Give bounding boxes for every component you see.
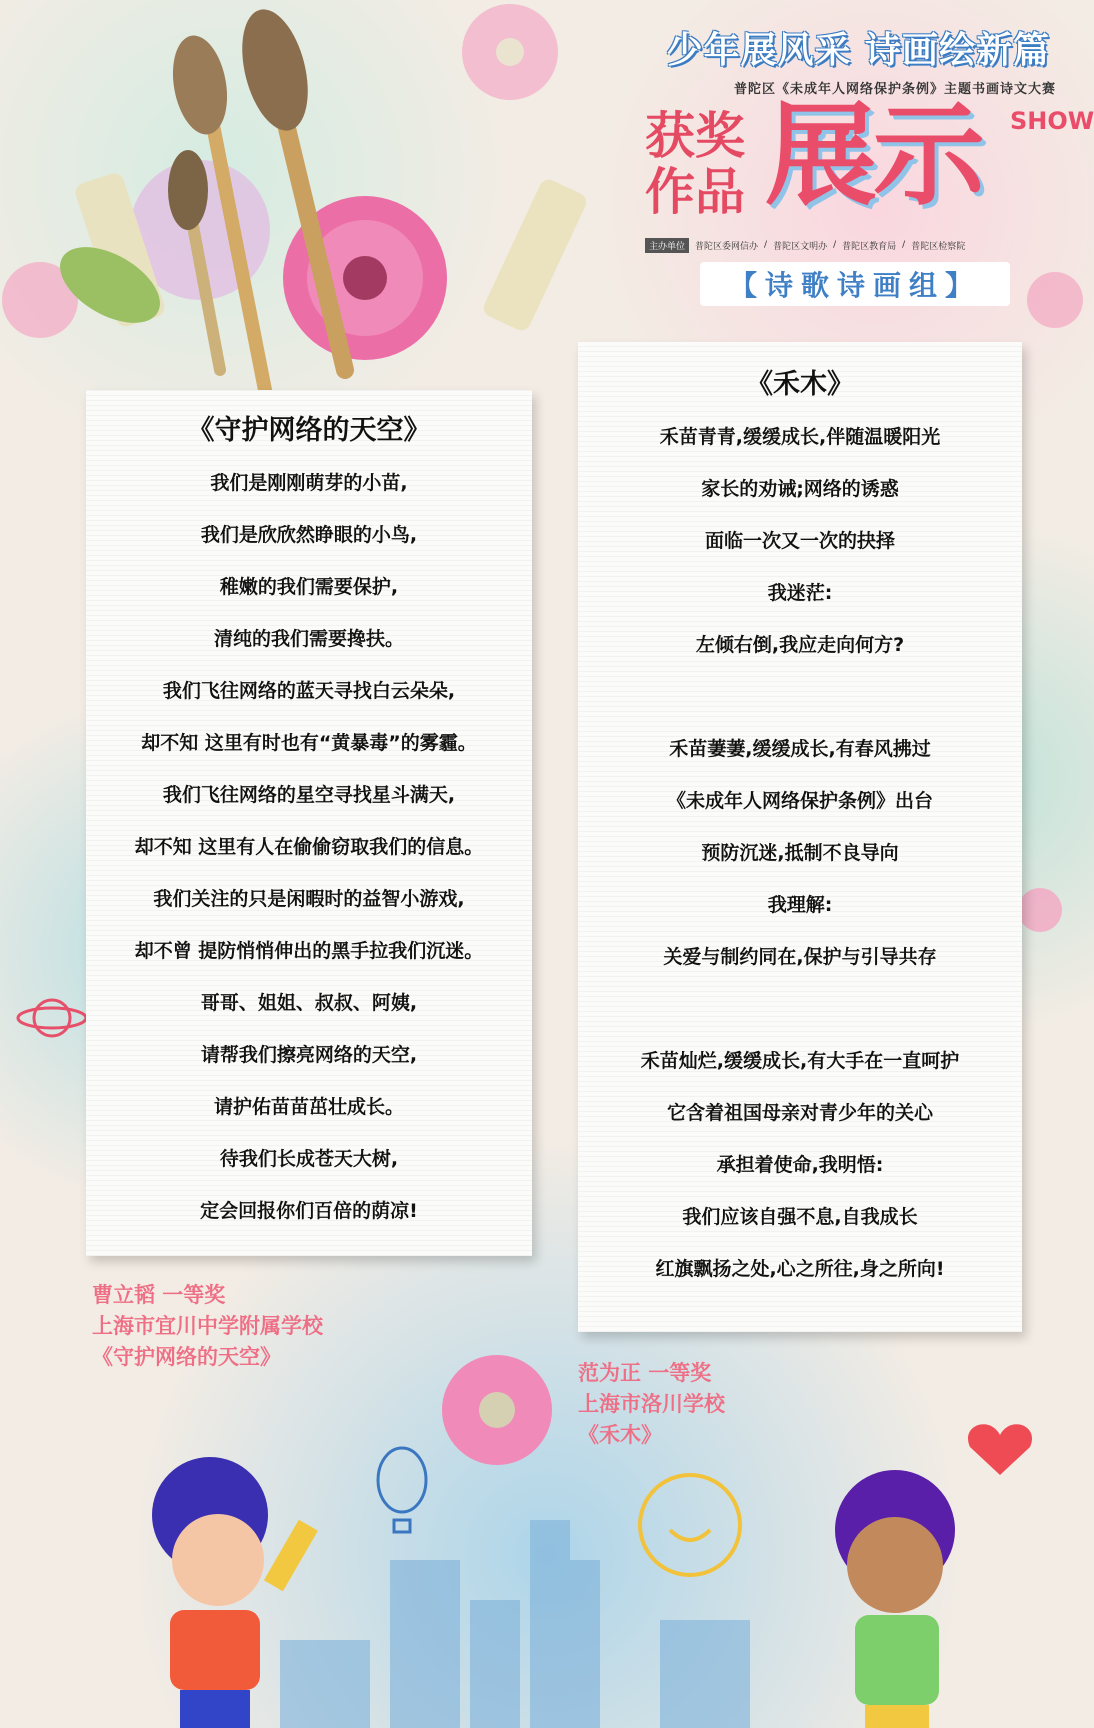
group-label: 【诗歌诗画组】: [700, 262, 1010, 306]
poem-line: 它含着祖国母亲对青少年的关心: [666, 1102, 933, 1124]
poem-line: 禾苗灿烂,缓缓成长,有大手在一直呵护: [640, 1050, 960, 1072]
city-skyline: [280, 1520, 750, 1728]
poem-line: 哥哥、姐姐、叔叔、阿姨,: [200, 992, 418, 1014]
poem-line: 我们飞往网络的蓝天寻找白云朵朵,: [162, 680, 456, 702]
poem-line: 面临一次又一次的抉择: [704, 530, 895, 552]
contest-title: 普陀区《未成年人网络保护条例》主题书画诗文大赛: [733, 82, 1056, 97]
poem-line: 待我们长成苍天大树,: [219, 1148, 399, 1170]
poem-title: 《守护网络的天空》: [187, 415, 431, 446]
poem-card-2: [578, 342, 1022, 1332]
poem-line: 清纯的我们需要搀扶。: [213, 628, 404, 650]
poem-line: 家长的劝诫;网络的诱惑: [701, 478, 899, 500]
flower-icon: [1018, 888, 1062, 932]
poem-line: 禾苗萋萋,缓缓成长,有春风拂过: [669, 738, 931, 760]
poem-line: 请护佑苗苗茁壮成长。: [213, 1096, 404, 1118]
credit-poem-2: [578, 1358, 725, 1451]
poem-line: 我们是刚刚萌芽的小苗,: [210, 472, 408, 494]
credit-poem-1: [92, 1280, 323, 1373]
poem-line: 我们应该自强不息,自我成长: [682, 1206, 918, 1228]
credit-author: 范为正 一等奖: [578, 1361, 712, 1385]
title-show-en: SHOW: [1010, 107, 1094, 135]
poem-line: 我们关注的只是闲暇时的益智小游戏,: [153, 888, 465, 910]
poem-line: 预防沉迷,抵制不良导向: [701, 842, 899, 864]
sun-icon: [640, 1475, 740, 1575]
credit-school: 上海市洛川学校: [578, 1392, 725, 1416]
poem-line: 我们是欣欣然睁眼的小鸟,: [200, 524, 418, 546]
credit-work: 《禾木》: [578, 1423, 662, 1447]
poem-line: 红旗飘扬之处,心之所往,身之所向!: [655, 1258, 945, 1280]
host-label: 主办单位: [645, 238, 689, 253]
title-award: [645, 108, 755, 220]
host-item: 普陀区检察院: [911, 241, 966, 252]
host-item: 普陀区委网信办: [695, 241, 759, 252]
poem-line: 稚嫩的我们需要保护,: [219, 576, 399, 598]
flower-icon: [442, 1355, 552, 1465]
poem-line: 定会回报你们百倍的荫凉!: [200, 1200, 418, 1222]
poem-line: 关爱与制约同在,保护与引导共存: [663, 946, 937, 968]
poem-line: 却不曾 提防悄悄伸出的黑手拉我们沉迷。: [134, 940, 484, 962]
poem-card-1: [86, 390, 532, 1256]
credit-author: 曹立韬 一等奖: [92, 1283, 226, 1307]
heart-icon: [968, 1424, 1032, 1475]
slogan: 少年展风采 诗画绘新篇: [666, 30, 1050, 71]
host-item: 普陀区教育局: [842, 241, 897, 252]
poem-line: 《未成年人网络保护条例》出台: [666, 790, 933, 812]
title-showcase: 展示: [765, 91, 981, 221]
title-award-line1: 获奖: [645, 107, 745, 165]
poem-line: 我们飞往网络的星空寻找星斗满天,: [162, 784, 456, 806]
poem-line: 却不知 这里有时也有“黄暴毒”的雾霾。: [141, 732, 477, 754]
credit-work: 《守护网络的天空》: [92, 1345, 281, 1369]
poem-line: 请帮我们擦亮网络的天空,: [200, 1044, 418, 1066]
host-item: 普陀区文明办: [773, 241, 828, 252]
poem-line: 我迷茫:: [767, 582, 833, 604]
flower-icon: [1027, 272, 1083, 328]
balloon-icon: [378, 1448, 426, 1532]
poem-line: 我理解:: [767, 894, 833, 916]
poem-title: 《禾木》: [746, 369, 854, 400]
poem-line: 却不知 这里有人在偷偷窃取我们的信息。: [134, 836, 484, 858]
credit-school: 上海市宜川中学附属学校: [92, 1314, 323, 1338]
title-award-line2: 作品: [645, 163, 745, 221]
child-figure-right: [835, 1470, 955, 1728]
host-bar: 主办单位 普陀区委网信办 / 普陀区文明办 / 普陀区教育局 / 普陀区检察院: [645, 236, 1055, 254]
flower-icon: [462, 4, 558, 100]
poem-line: 承担着使命,我明悟:: [716, 1154, 884, 1176]
planet-icon: [18, 1000, 86, 1036]
poem-line: 左倾右倒,我应走向何方?: [695, 634, 905, 656]
poem-line: 禾苗青青,缓缓成长,伴随温暖阳光: [659, 426, 941, 448]
